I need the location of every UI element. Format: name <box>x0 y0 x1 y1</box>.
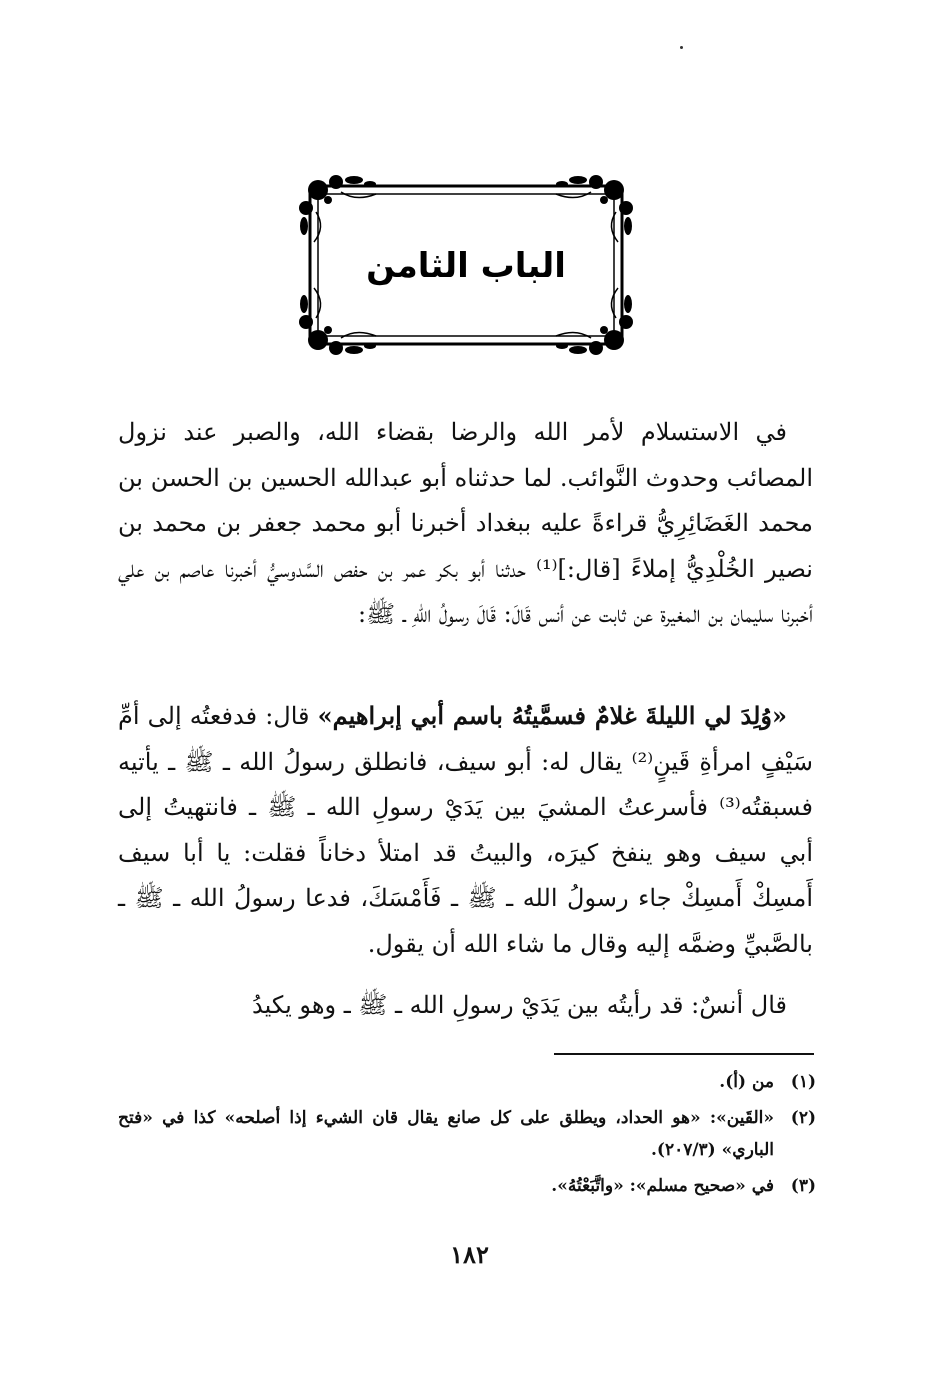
footnote-text: في «صحيح مسلم»: «واتَّبَعْتُهُ». <box>551 1176 774 1196</box>
paragraph-hadith <box>118 693 813 967</box>
footnote-divider <box>554 1053 814 1055</box>
footnote-text: «القَين»: «هو الحداد، ويطلق على كل صانع يقال قان الشيء إذا أصلحه» كذا في «فتح الباري» (٢٠٧/٣). <box>118 1108 774 1160</box>
footnote-item <box>118 1066 816 1098</box>
chapter-title-frame <box>296 172 636 358</box>
page-speck <box>680 46 683 49</box>
footnote-text: من (أ). <box>719 1072 774 1092</box>
footnote-number: (٢) <box>790 1108 816 1128</box>
page-number: ١٨٢ <box>450 1240 489 1269</box>
footnotes-list <box>118 1066 816 1206</box>
footnote-item <box>118 1170 816 1202</box>
paragraph-text <box>118 693 813 967</box>
paragraph-anas <box>118 983 813 1029</box>
paragraph-text: قال أنسٌ: قد رأيتُه بين يَدَيْ رسولِ الله ـ ﷺ ـ وهو يكيدُ <box>252 991 787 1019</box>
footnote-item <box>118 1102 816 1166</box>
hadith-quote: «وُلِدَ لي الليلةَ غلامٌ فسمَّيتُهُ باسم أبي إبراهيم» <box>317 701 787 730</box>
hadith-narration: قال: فدفعتُه إلى أمِّ سَيْفٍ امرأةِ قَينٍ⁽²⁾ يقال له: أبو سيف، فانطلق رسولُ الله ـ ﷺ ـ يأتيه فسبقتُه⁽³⁾ فأسرعتُ المشيَ بين يَدَيْ رسولِ الله ـ ﷺ ـ فانتهيتُ إلى أبي سيف وهو ينفخ كيرَه، والبيتُ قد امتلأ دخاناً فقلت: يا أبا سيف أَمسِكْ أَمسِكْ جاء رسولُ الله ـ ﷺ ـ فَأَمْسَكَ، فدعا رسولُ الله ـ ﷺ ـ بالصَّبيِّ وضمَّه إليه وقال ما شاء الله أن يقول. <box>118 702 813 958</box>
paragraph-text: في الاستسلام لأمر الله والرضا بقضاء الله، والصبر عند نزول المصائب وحدوث النَّوائب. لما حدثناه أبو عبدالله الحسين بن الحسن بن محمد الغَضَائِرِيُّ قراءةً عليه ببغداد أخبرنا أبو محمد جعفر بن محمد بن نصير الخُلْدِيُّ إملاءً [قال:]⁽¹⁾ حدثنا أبو بكر عمر بن حفص السَّدوسيُّ أخبرنا عاصم بن علي أخبرنا سليمان بن المغيرة عن ثابت عن أنس قَالَ: قَالَ رسولُ اللهِ ـ ﷺ: <box>118 418 813 628</box>
footnote-number: (٣) <box>790 1176 816 1196</box>
footnote-number: (١) <box>790 1072 816 1092</box>
paragraph-intro <box>118 410 813 638</box>
chapter-title: الباب الثامن <box>366 246 566 286</box>
